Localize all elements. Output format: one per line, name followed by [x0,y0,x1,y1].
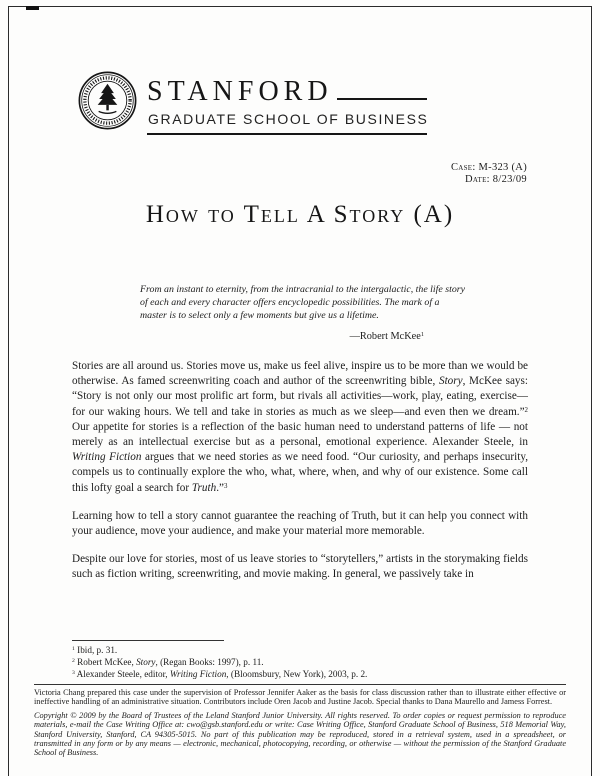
credits-block [34,688,566,758]
case-number-line: Case: M-323 (A) [450,162,527,173]
wordmark-rule [337,98,427,100]
text-segment: Writing Fiction [169,668,227,679]
text-segment: Our appetite for stories is a reflection of the basic human need to understand patterns of life — not merely as an intellectual exercise but as a personal, emotional experience. Alexander Steele, in [72,420,528,449]
text-segment: Learning how to tell a story cannot guarantee the reaching of Truth, but it can help you connect with your audience, move your audience, and make your material more memorable. [72,509,528,538]
header-brand [78,71,427,135]
division-label: GRADUATE SCHOOL OF BUSINESS [148,111,429,127]
division-underline [147,106,427,135]
epigraph-attribution [140,331,466,342]
footnote-3 [72,669,528,681]
text-segment: Ibid, p. 31. [74,645,118,655]
body-paragraph-1 [72,359,528,496]
text-segment: , (Bloomsbury, New York), 2003, p. 2. [226,668,368,679]
footnote-2 [72,657,528,669]
stanford-seal-icon [78,71,137,130]
case-info-block [451,162,527,186]
text-segment: Truth [191,481,217,494]
case-date-line: Date: 8/23/09 [465,174,527,185]
text-segment: 3 [223,481,228,490]
text-segment: , McKee says: “Story is not only our most prolific art form, but rivals all activities—work, play, eating, exercise—for our waking hours. We tell and take in stories as much as we sleep—and even then we dream.” [72,375,528,418]
text-segment: argues that we need stories as we need food. “Our curiosity, and perhaps insecurity, compels us to continually explore the who, what, where, when, and why of our existence. Some call this lofty goal a search for [72,451,528,494]
text-segment: Story [438,375,463,388]
footnote-separator [72,640,224,641]
credits-divider [34,684,566,685]
text-segment: 1 [420,331,424,339]
text-segment: —Robert McKee [349,331,421,342]
text-segment: Alexander Steele, editor, [74,668,170,679]
text-segment: 3 [72,670,75,677]
page-title: How to Tell A Story (A) [145,201,455,228]
footnotes-block [72,645,528,680]
body-paragraph-3 [72,552,528,582]
text-segment: Story [136,656,156,667]
text-segment: Despite our love for stories, most of us leave stories to “storytellers,” artists in the storymaking fields such as fiction writing, screenwriting, and movie making. In general, we passively take in [72,553,528,581]
epigraph-quote: From an instant to eternity, from the intracranial to the intergalactic, the life story of each and every character offers encyclopedic possibilities. The mark of a master is to select only a few moments but give us a lifetime. [140,284,466,321]
body-paragraph-2 [72,509,528,539]
text-segment: 1 [72,646,75,653]
footnote-1 [72,645,528,657]
wordmark-line [147,78,427,106]
text-segment: Stories are all around us. Stories move us, make us feel alive, inspire us to be more than we would be otherwise. As famed screenwriting coach and author of the screenwriting bible, [72,360,528,388]
acknowledgment-note: Victoria Chang prepared this case under the supervision of Professor Jennifer Aaker as the basis for class discussion rather than to illustrate either effective or ineffective handling of an administrative situation. Contributors include Oren Jacob and Justine Jacob. Special thanks to Dana Maurello and Jamess Forrest. [34,688,566,707]
body-text [72,359,528,596]
text-segment: Writing Fiction [72,451,142,464]
text-segment: , (Regan Books: 1997), p. 11. [155,656,264,667]
copyright-notice: Copyright © 2009 by the Board of Trustees of the Leland Stanford Junior University. All rights reserved. To order copies or request permission to reproduce materials, e-mail the Case Writing Office at: cwo@gsb.stanford.edu or write: Case Writing Office, Stanford Graduate School of Business, 518 Memorial Way, Stanford University, Stanford, CA 94305-5015. No part of this publication may be reproduced, stored in a retrieval system, used in a spreadsheet, or transmitted in any form or by any means — electronic, mechanical, photocopying, recording, or otherwise — without the permission of the Stanford Graduate School of Business. [34,710,566,758]
stanford-wordmark: STANFORD [147,76,333,107]
scan-artifact [26,6,39,10]
brand-text [147,71,427,135]
text-segment: 2 [72,658,75,665]
text-segment: 2 [524,405,528,414]
text-segment: Robert McKee, [74,656,137,667]
text-segment: .” [216,481,224,494]
